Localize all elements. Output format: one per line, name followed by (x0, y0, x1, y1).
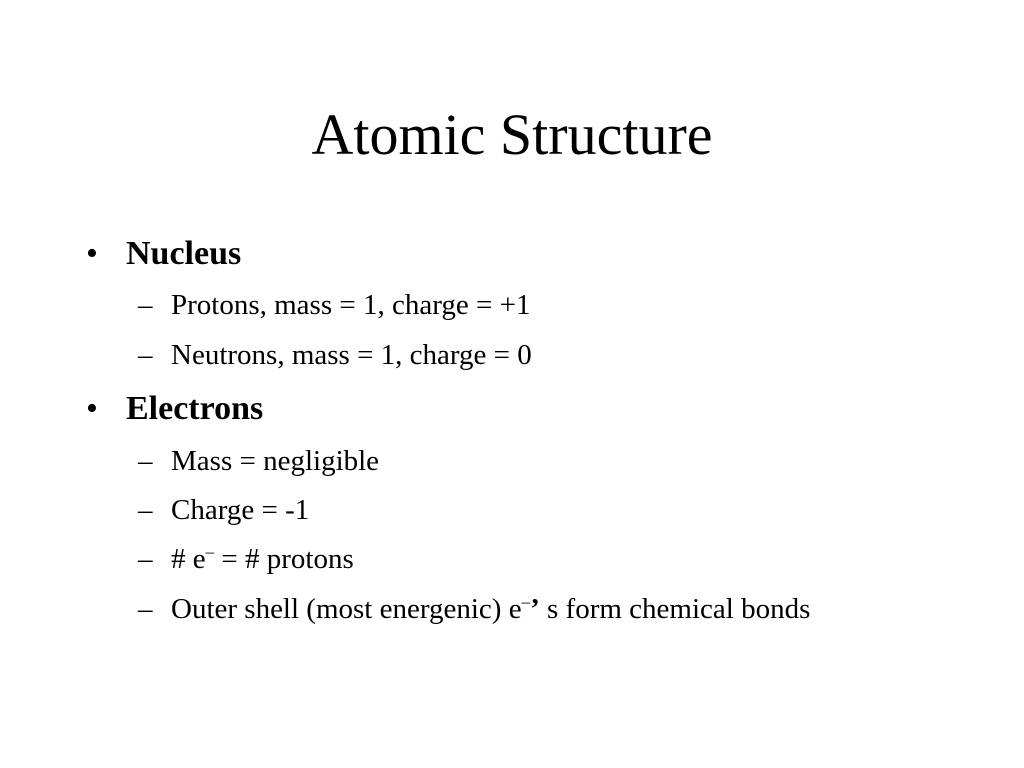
bullet-icon: • (86, 235, 98, 272)
sub-item-text-post: = # protons (214, 543, 354, 575)
bullet-label-nucleus: Nucleus (126, 235, 242, 272)
sub-item-text: Protons, mass = 1, charge = +1 (171, 289, 531, 321)
dash-icon: – (138, 593, 153, 625)
superscript-minus: – (205, 542, 215, 561)
sub-item-text-pre: # e (171, 543, 206, 575)
dash-icon: – (138, 289, 153, 321)
dash-icon: – (138, 339, 153, 371)
dash-icon: – (138, 494, 153, 526)
sub-item-text (171, 591, 810, 627)
sub-item-text-pre: Outer shell (most energenic) e (171, 593, 522, 625)
bullet-icon: • (86, 390, 98, 427)
slide-title: Atomic Structure (311, 102, 713, 167)
sub-item-text: Charge = -1 (171, 494, 310, 526)
sub-item-text: Neutrons, mass = 1, charge = 0 (171, 339, 532, 371)
sub-item-text: Mass = negligible (171, 445, 380, 477)
sub-item-text-post: s form chemical bonds (539, 593, 811, 625)
superscript-minus: – (521, 592, 531, 611)
bullet-label-electrons: Electrons (126, 390, 264, 427)
dash-icon: – (138, 445, 153, 477)
apostrophe: ’ (530, 593, 540, 625)
sub-item-text (171, 541, 354, 577)
dash-icon: – (138, 543, 153, 575)
